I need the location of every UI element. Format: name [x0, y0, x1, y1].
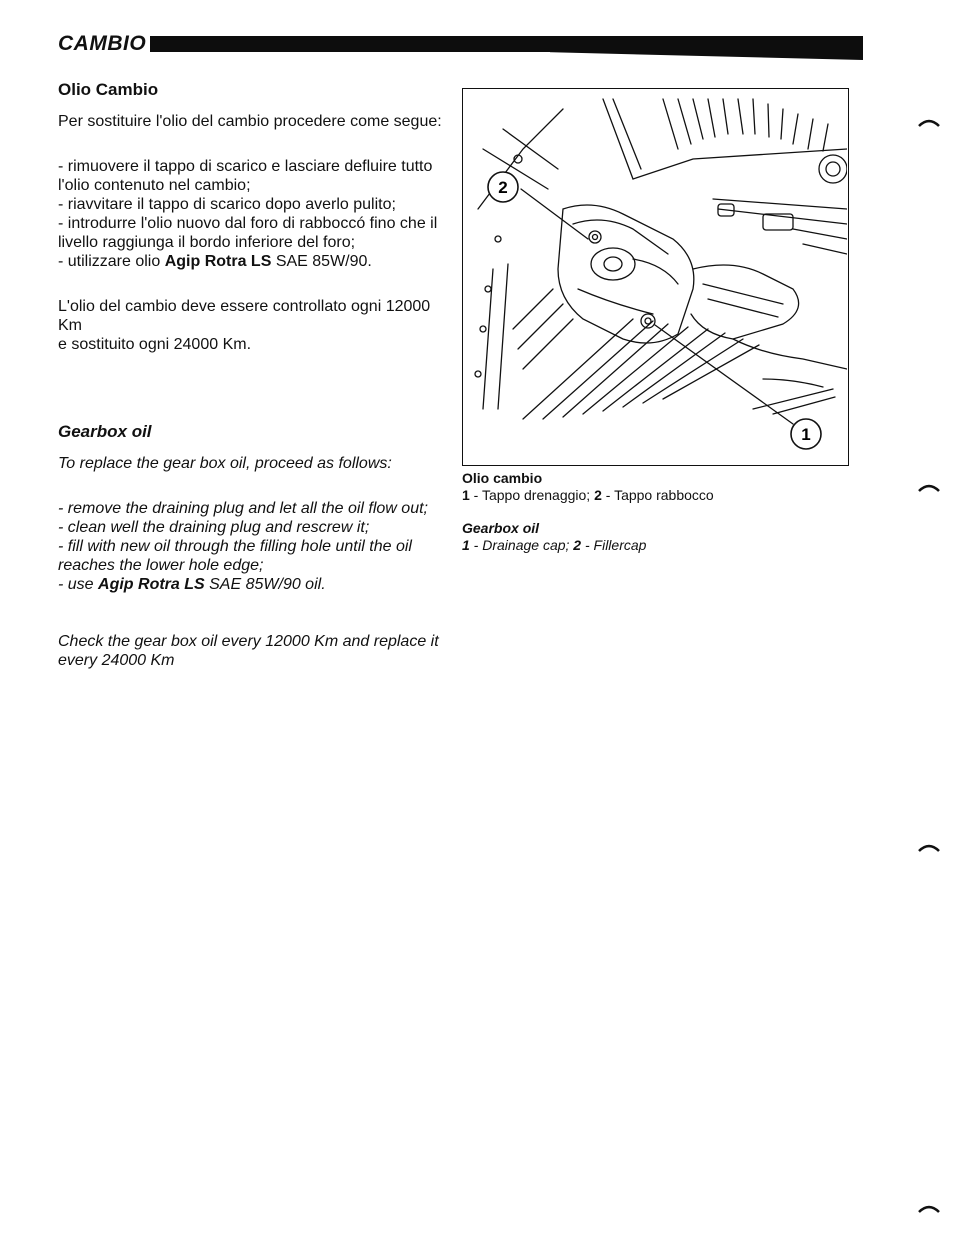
- page-header: [58, 30, 863, 62]
- callout-2-label: 2: [498, 178, 508, 197]
- callout-1-marker: [791, 419, 821, 449]
- caption-english-title: Gearbox oil: [462, 520, 540, 536]
- section-title: CAMBIO: [58, 32, 147, 55]
- caption-italian-title: Olio cambio: [462, 470, 543, 486]
- italian-oil-suffix: SAE 85W/90.: [271, 253, 372, 270]
- english-oil-prefix: - use: [58, 576, 99, 593]
- header-bar: [150, 36, 863, 52]
- margin-tick-mark: [918, 1204, 940, 1214]
- english-oil-line: [58, 575, 448, 594]
- caption-it-number: 2: [594, 487, 602, 503]
- caption-en-number: 1: [462, 537, 470, 553]
- english-oil-suffix: SAE 85W/90 oil.: [204, 576, 326, 593]
- italian-step-line: - riavvitare il tappo di scarico dopo averlo pulito;: [58, 196, 396, 213]
- caption-it-text: - Tappo rabbocco: [601, 487, 714, 503]
- figure-caption: [462, 470, 862, 570]
- margin-tick-mark: [918, 118, 940, 128]
- margin-tick-mark: [918, 483, 940, 493]
- callout-2-marker: [488, 172, 518, 202]
- english-step-line: - fill with new oil through the filling hole until the oil: [58, 538, 412, 555]
- caption-en-text: - Fillercap: [581, 537, 647, 553]
- italian-step-line: l'olio contenuto nel cambio;: [58, 177, 251, 194]
- english-check: [58, 632, 448, 670]
- english-check-line: every 24000 Km: [58, 652, 175, 669]
- italian-heading: Olio Cambio: [58, 80, 159, 99]
- italian-steps: [58, 157, 448, 271]
- caption-english: [462, 520, 862, 554]
- english-intro: To replace the gear box oil, proceed as follows:: [58, 455, 392, 472]
- caption-en-number: 2: [573, 537, 582, 553]
- italian-step-line: - rimuovere il tappo di scarico e lasciare defluire tutto: [58, 158, 433, 175]
- italian-check-line: e sostituito ogni 24000 Km.: [58, 336, 252, 353]
- english-oil-brand: Agip Rotra LS: [98, 576, 205, 593]
- english-step-line: - remove the draining plug and let all the oil flow out;: [58, 500, 428, 517]
- italian-check-line: L'olio del cambio deve essere controllato ogni 12000 Km: [58, 298, 431, 334]
- gearbox-illustration: [462, 88, 849, 466]
- english-steps: [58, 499, 448, 594]
- italian-check: [58, 297, 448, 354]
- text-column: [58, 80, 448, 696]
- italian-oil-line: [58, 252, 448, 271]
- callout-1-label: 1: [801, 425, 811, 444]
- caption-en-text: - Drainage cap;: [469, 537, 574, 553]
- caption-it-text: - Tappo drenaggio;: [469, 487, 595, 503]
- caption-it-number: 1: [462, 487, 470, 503]
- caption-italian: [462, 470, 862, 504]
- english-check-line: Check the gear box oil every 12000 Km and replace it: [58, 633, 439, 650]
- italian-oil-brand: Agip Rotra LS: [164, 253, 272, 270]
- english-step-line: reaches the lower hole edge;: [58, 557, 264, 574]
- caption-english-legend: [462, 537, 862, 554]
- italian-intro: Per sostituire l'olio del cambio procedere come segue:: [58, 113, 442, 130]
- caption-italian-legend: [462, 487, 862, 504]
- gearbox-drawing: [463, 89, 847, 464]
- italian-oil-prefix: - utilizzare olio: [58, 253, 165, 270]
- italian-step-line: - introdurre l'olio nuovo dal foro di rabboccó fino che il: [58, 215, 438, 232]
- english-heading: Gearbox oil: [58, 422, 152, 441]
- english-step-line: - clean well the draining plug and rescrew it;: [58, 519, 370, 536]
- margin-tick-mark: [918, 843, 940, 853]
- italian-step-line: livello raggiunga il bordo inferiore del foro;: [58, 234, 356, 251]
